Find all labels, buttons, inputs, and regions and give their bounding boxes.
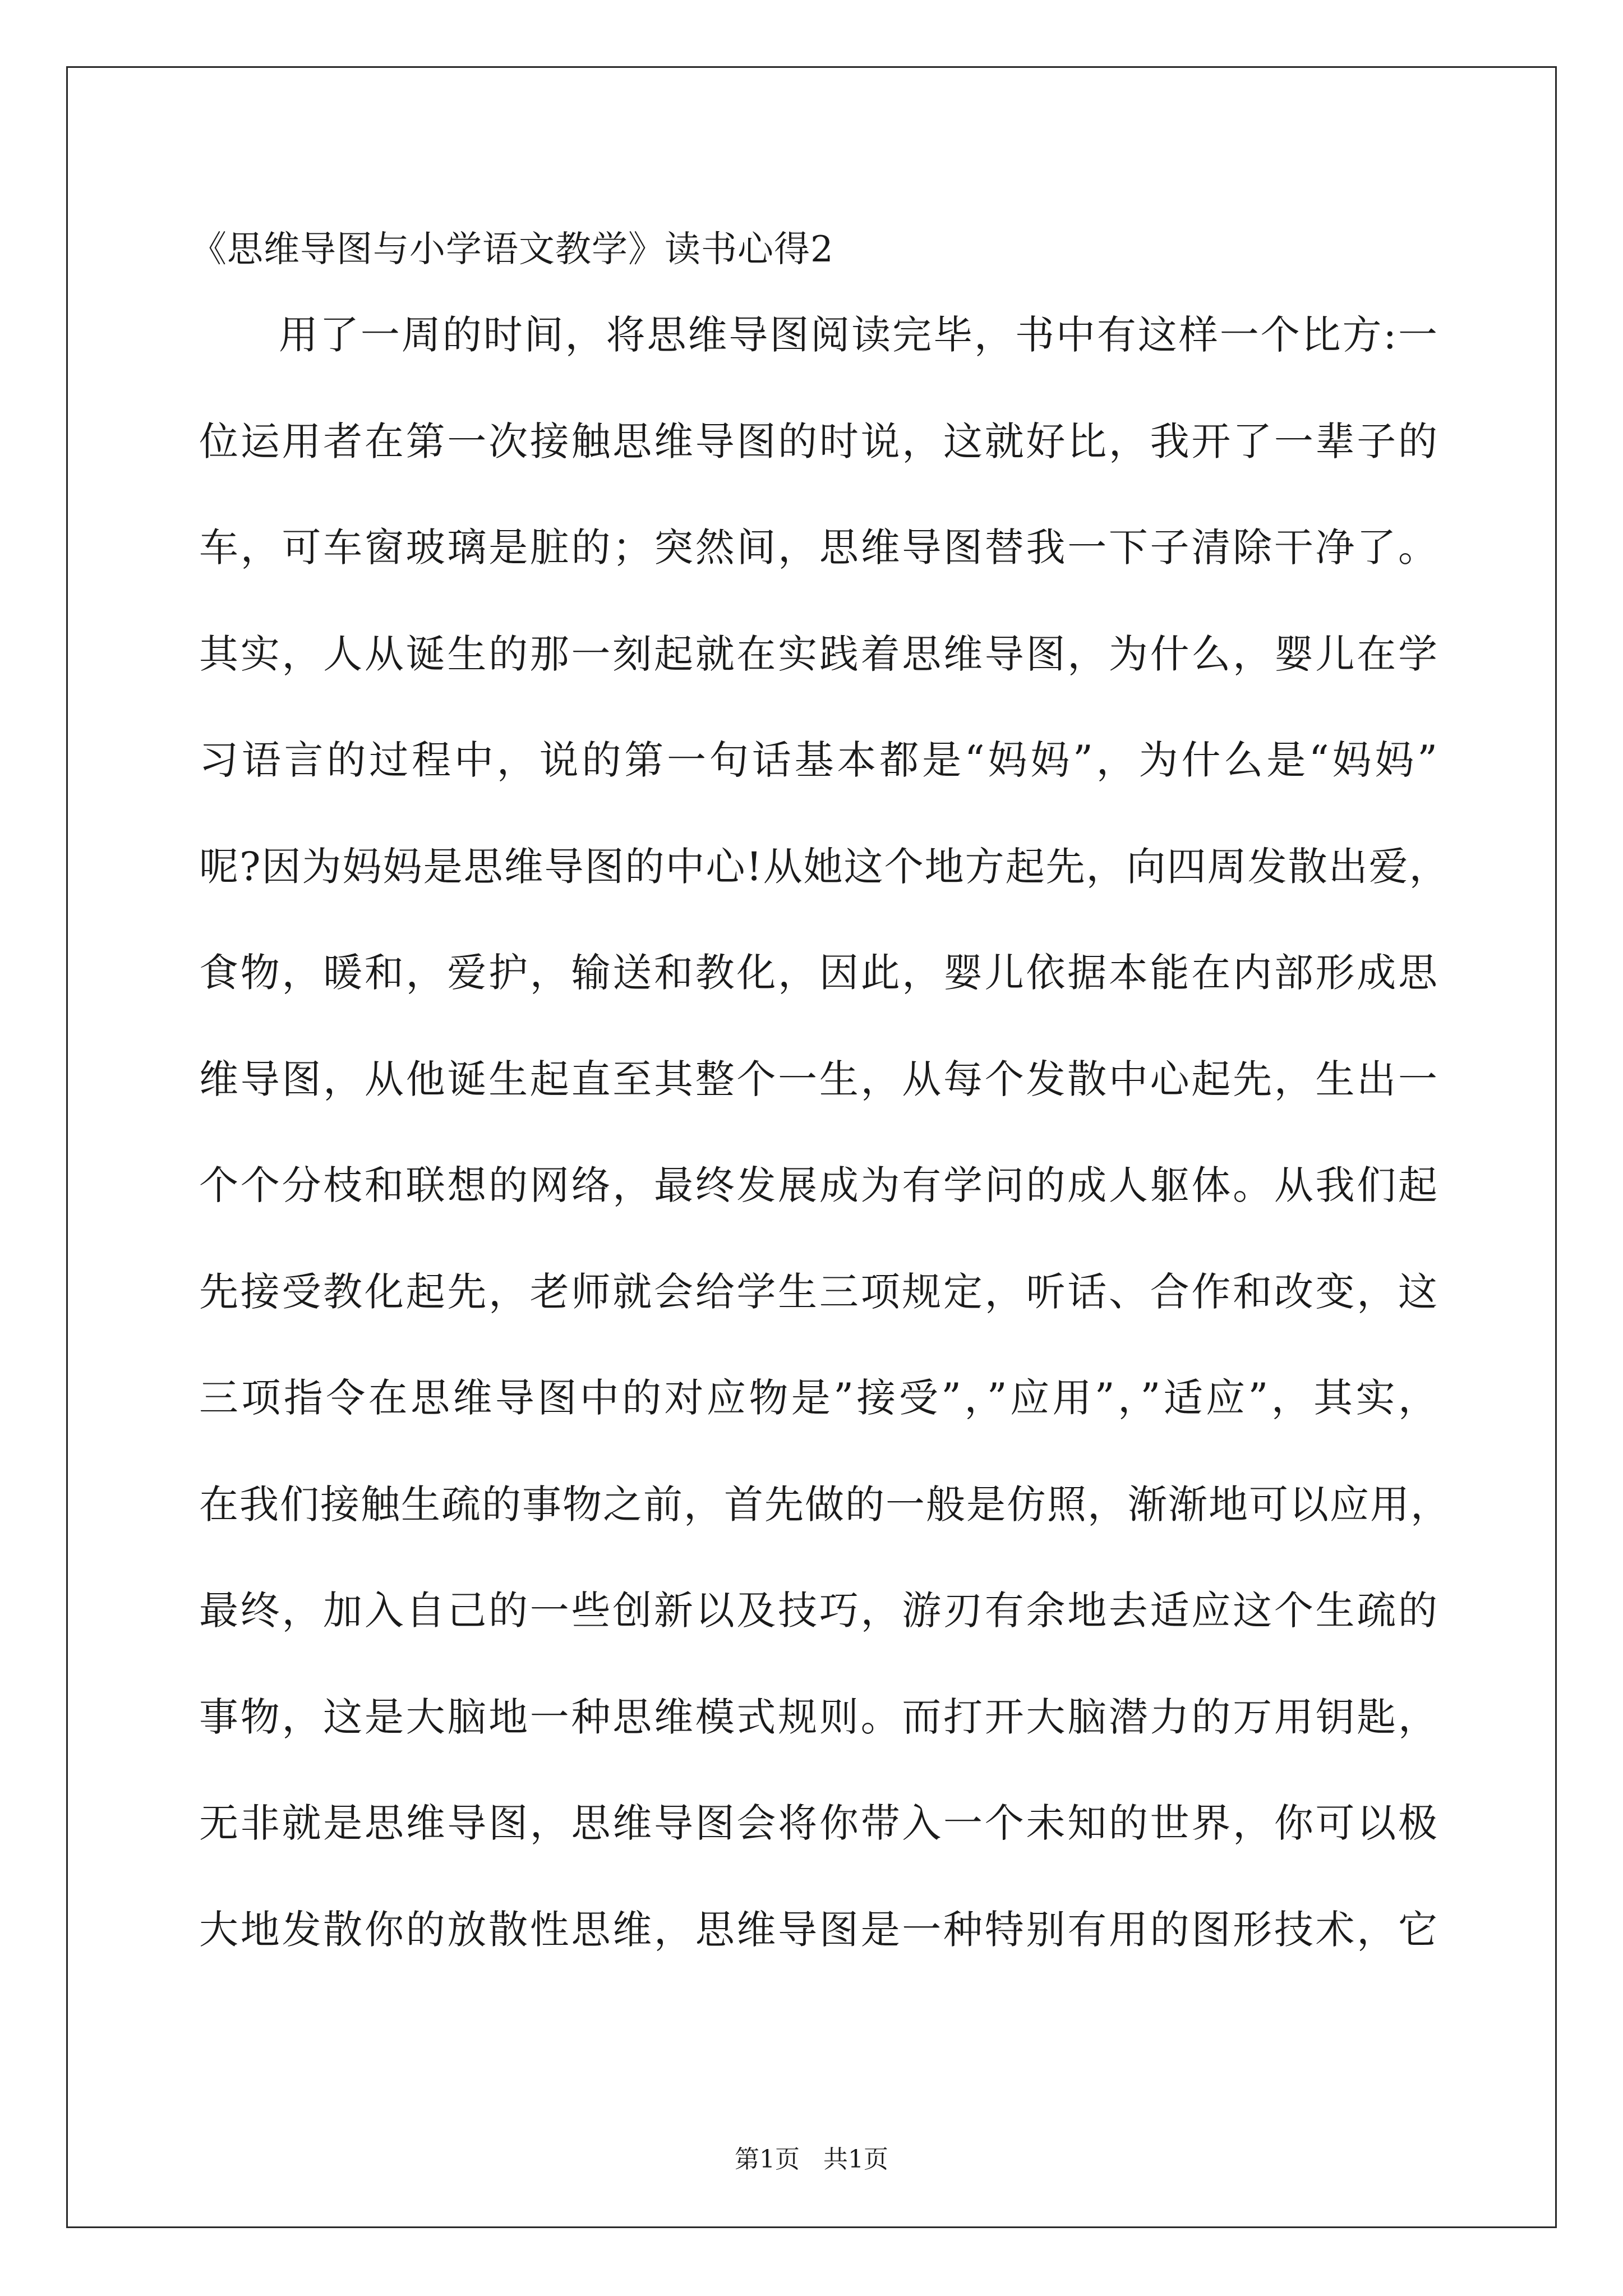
body-line: 事物，这是大脑地一种思维模式规则。而打开大脑潜力的万用钥匙，: [199, 1694, 1438, 1740]
body-line: 用了一周的时间，将思维导图阅读完毕，书中有这样一个比方:一: [279, 312, 1438, 358]
body-line: 食物，暖和，爱护，输送和教化，因此，婴儿依据本能在内部形成思: [199, 950, 1438, 996]
document-title: 《思维导图与小学语文教学》读书心得2: [191, 229, 834, 270]
body-line: 习语言的过程中，说的第一句话基本都是“妈妈”，为什么是“妈妈”: [199, 737, 1438, 783]
body-line: 最终，加入自己的一些创新以及技巧，游刃有余地去适应这个生疏的: [199, 1588, 1438, 1634]
page-number-footer: 第1页 共1页: [735, 2145, 888, 2174]
body-line: 在我们接触生疏的事物之前，首先做的一般是仿照，渐渐地可以应用，: [199, 1481, 1451, 1527]
body-line: 无非就是思维导图，思维导图会将你带入一个未知的世界，你可以极: [199, 1800, 1438, 1846]
body-paragraph: [199, 282, 1451, 1983]
body-line: 车，可车窗玻璃是脏的；突然间，思维导图替我一下子清除干净了。: [199, 524, 1438, 570]
body-line: 大地发散你的放散性思维，思维导图是一种特别有用的图形技术，它: [199, 1906, 1438, 1953]
body-line: 其实，人从诞生的那一刻起就在实践着思维导图，为什么，婴儿在学: [199, 631, 1438, 677]
body-line: 位运用者在第一次接触思维导图的时说，这就好比，我开了一辈子的: [199, 418, 1438, 464]
body-line: 三项指令在思维导图中的对应物是”接受”，”应用”，”适应”，其实，: [199, 1375, 1438, 1421]
body-line: 个个分枝和联想的网络，最终发展成为有学问的成人躯体。从我们起: [199, 1162, 1438, 1208]
body-line: 维导图，从他诞生起直至其整个一生，从每个发散中心起先，生出一: [199, 1056, 1438, 1102]
body-line: 先接受教化起先，老师就会给学生三项规定，听话、合作和改变，这: [199, 1268, 1438, 1315]
body-line: 呢?因为妈妈是思维导图的中心!从她这个地方起先，向四周发散出爱，: [199, 843, 1450, 890]
